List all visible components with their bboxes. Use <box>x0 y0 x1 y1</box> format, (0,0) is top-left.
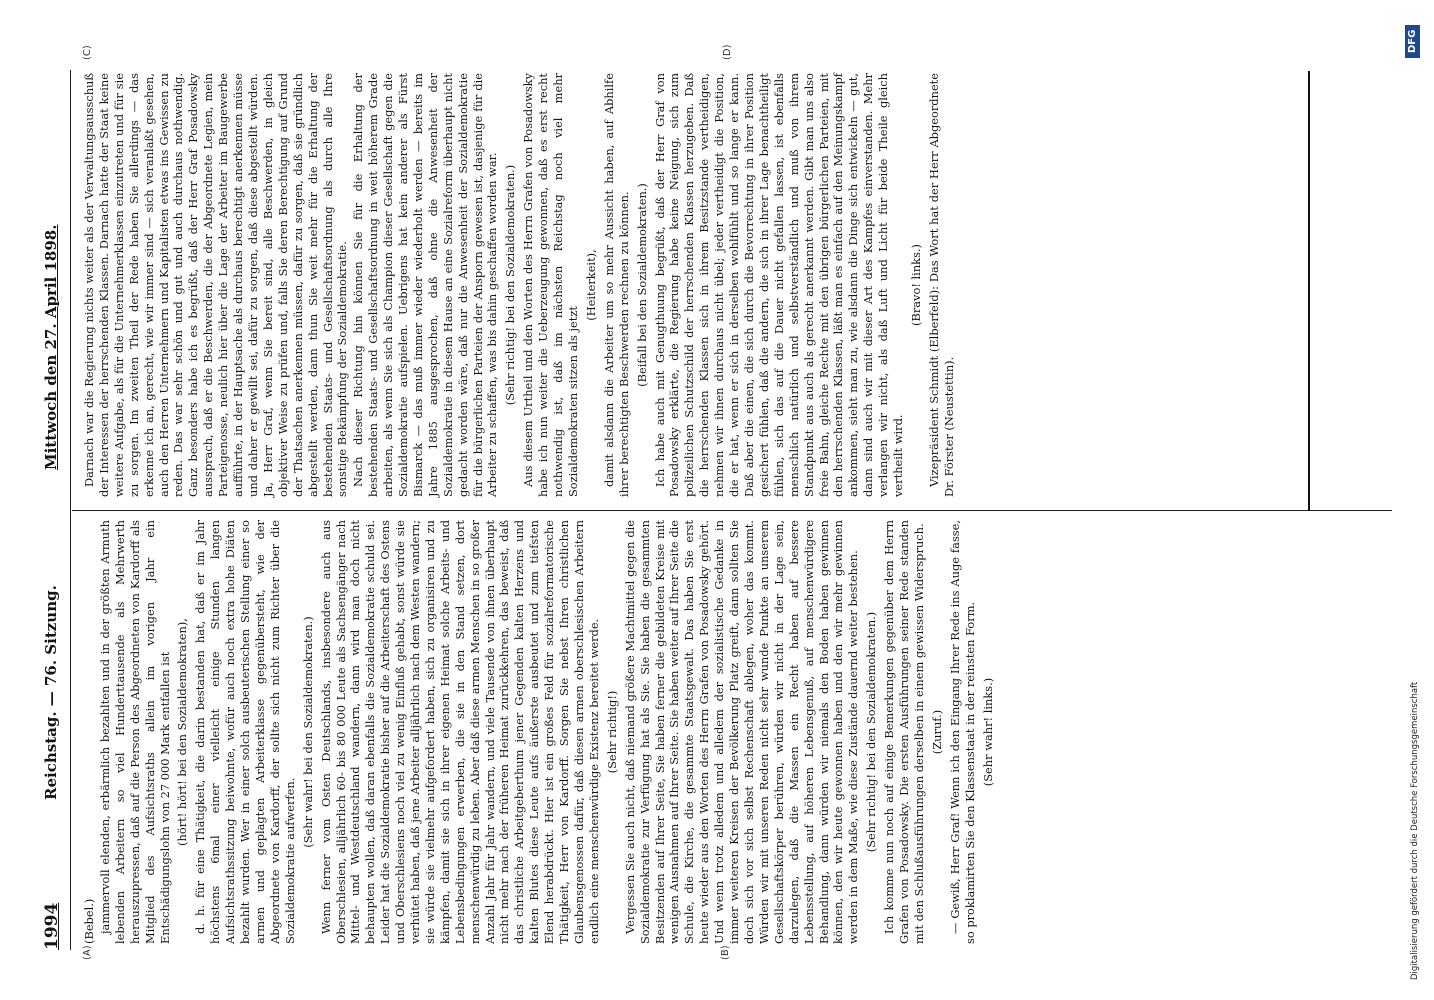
header-date: Mittwoch den 27. April 1898. <box>42 224 60 470</box>
interjection: (Zuruf.) <box>929 709 944 755</box>
paragraph: d. h. für eine Thätigkeit, die darin bestanden hat, daß er im Jahr höchstens 6mal einer vielleicht einige Stunden langen Aufsichtsrathssitzung beiwohnte, wofür auch noch extra hohe Diäten bezahlt wurden. Wer in einer solch ausbeuterischen Stellung einer so armen und geplagten Arbeiterklasse gegenübersteht, wie der Abgeordnete von Kardorff, der sollte sich nicht zum Richter über die Sozialdemokratie aufwerfen. <box>193 520 297 944</box>
credit-text: Digitalisierung gefördert durch die Deutsche Forschungsgemeinschaft <box>1410 681 1420 980</box>
paragraph: Aus diesem Urtheil und den Worten des Herrn Grafen von Posadowsky habe ich nun weiter die Ueberzeugung gewonnen, daß es erst recht nothwendig ist, daß im nächsten Reichstag noch viel mehr Sozialdemokraten sitzen als jetzt <box>521 73 580 497</box>
header-rule <box>70 70 71 950</box>
paragraph: — Gewiß, Herr Graf! Wenn ich den Eingang Ihrer Rede ins Auge fasse, so proklamirten Sie den Klassenstaat in der reinsten Form. <box>947 520 977 944</box>
paragraph: Darnach war die Regierung nichts weiter als der Verwaltungsausschuß der Interessen der herrschenden Klassen. Darnach hatte der Staat keine weitere Aufgabe, als für die Unternehmerklassen einzutreten und für sie zu sorgen. Im zweiten Theil der Rede haben Sie allerdings — das erkenne ich an, gerecht, wie wir immer sind — sich veranlaßt gesehen, auch den Herren Unternehmern und Kapitalisten etwas ins Gewissen zu reden. Das war sehr schön und gut und auch durchaus nothwendig. Ganz besonders habe ich es begrüßt, daß der Herr Graf Posadowsky aussprach, daß er die Beschwerden, die der Abgeordnete Legien, mein Parteigenosse, neulich hier über die Lage der Arbeiter im Baugewerbe aufführte, in der Hauptsache als durchaus berechtigt anerkennen müsse und daher er gewillt sei, dafür zu sorgen, daß diese abgestellt würden. Ja, Herr Graf, wenn Sie bereit sind, alle Beschwerden, in gleich objektiver Weise zu prüfen und, falls Sie deren Berechtigung auf Grund der Thatsachen anerkennen müssen, dafür zu sorgen, daß sie gründlich abgestellt werden, dann thun Sie weit mehr für die Erhaltung der bestehenden Staats- und Gesellschaftsordnung als durch alle Ihre sonstige Bekämpfung der Sozialdemokratie. <box>82 73 350 497</box>
speaker-name: (Bebel.) <box>82 898 96 944</box>
paragraph: Ich komme nun noch auf einige Bemerkungen gegenüber dem Herrn Grafen von Posadowsky. Die ersten Ausführungen seiner Rede standen mit den Schlußausführungen derselben in einem gewissen Widerspruch. <box>882 520 926 944</box>
paragraph: jammervoll elenden, erbärmlich bezahlten und in der größten Armuth lebenden Arbeitern so viel Hunderttausende als Mehrwerth herauszupressen, daß auf die Person des Abgeordneten von Kardorff als Mitglied des Aufsichtsraths allein im vorigen Jahr ein Entschädigungslohn von 27 000 Mark entfallen ist <box>97 520 172 944</box>
dfg-logo: DFG <box>1405 25 1420 58</box>
paragraph: Vizepräsident Schmidt (Elberfeld): Das Wort hat der Herr Abgeordnete Dr. Förster (Neustettin). <box>926 73 956 497</box>
margin-marker-b: (B) <box>720 945 731 960</box>
margin-marker-d: (D) <box>722 44 733 60</box>
interjection: (Sehr wahr! links.) <box>980 677 995 787</box>
interjection: (Sehr wahr! bei den Sozialdemokraten.) <box>300 616 315 848</box>
interjection: (hört! hört! bei den Sozialdemokraten), <box>175 618 190 846</box>
interjection: (Sehr richtig! bei den Sozialdemokraten.) <box>864 611 879 853</box>
paragraph: Ich habe auch mit Genugthuung begrüßt, daß der Herr Graf von Posadowsky erklärte, die Regierung habe keine Neigung, sich zum polizeilichen Schutzschild der herrschenden Klassen herzugeben. Daß die herrschenden Klassen sich in ihrem Besitzstande vertheidigen, nehmen wir ihnen durchaus nicht übel; jeder vertheidigt die Position, die er hat, wenn er sich in derselben wohlfühlt und so lange er kann. Daß aber die einen, die sich durch die Bevorrechtung in ihrer Position gesichert fühlen, daß die andern, die sich in ihrer Lage benachtheiligt fühlen, sich das auf die Dauer nicht gefallen lassen, ist ebenfalls menschlich natürlich und selbstverständlich und muß von ihrem Standpunkt aus auch als gerecht anerkannt werden. Gibt man uns also freie Bahn, gleiche Rechte mit den übrigen bürgerlichen Parteien, mit den herrschenden Klassen, läßt man es einfach auf den Meinungskampf ankommen, sieht man zu, wie alsdann die Dinge sich entwickeln — gut, dann sind auch wir mit dieser Art des Kampfes einverstanden. Mehr verlangen wir nicht, als daß Luft und Licht für beide Theile gleich vertheilt wird. <box>652 73 906 497</box>
interjection: (Beifall bei den Sozialdemokraten.) <box>634 183 649 387</box>
end-rule <box>1308 71 1310 511</box>
interjection: (Sehr richtig! bei den Sozialdemokraten.) <box>503 164 518 406</box>
paragraph: damit alsdann die Arbeiter um so mehr Aussicht haben, auf Abhilfe ihrer berechtigten Beschwerden rechnen zu können. <box>601 73 631 497</box>
margin-marker-c: (C) <box>82 45 93 60</box>
paragraph: Wenn ferner vom Osten Deutschlands, insbesondere auch aus Oberschlesien, alljährlich 60- bis 80 000 Leute als Sachsengänger nach Mittel- und Westdeutschland wandern, dann wird man doch nicht behaupten wollen, daß daran ebenfalls die Sozialdemokratie schuld sei. Leider hat die Sozialdemokratie bisher auf die Arbeiterschaft des Ostens und Oberschlesiens noch viel zu wenig Einfluß gehabt, sonst würde sie verhütet haben, daß jene Arbeiter alljährlich nach dem Westen wandern; sie würde sie vielmehr aufgefordert haben, sich zu organisiren und zu kämpfen, damit sie sich in ihrer eigenen Heimat solche Arbeits- und Lebensbedingungen erwerben, die sie in den Stand setzen, dort menschenwürdig zu leben. Aber daß diese armen Menschen in so großer Anzahl Jahr für Jahr wandern, und viele Tausende von ihnen überhaupt nicht mehr nach der früheren Heimat zurückkehren, das beweist, daß das christliche Arbeitgeberthum jener Gegenden kalten Herzens und kalten Blutes diese Leute aufs äußerste ausbeutet und zum tiefsten Elend herabdrückt. Hier ist ein großes Feld für sozialreformatorische Thätigkeit, Herr von Kardorff. Sorgen Sie nebst Ihren christlichen Glaubensgenossen dafür, daß diesen armen oberschlesischen Arbeitern endlich eine menschenwürdige Existenz bereitet werde. <box>318 520 601 944</box>
interjection: (Sehr richtig!) <box>604 690 619 774</box>
left-column <box>82 520 998 944</box>
paragraph: Vergessen Sie auch nicht, daß niemand größere Machtmittel gegen die Sozialdemokratie zur Verfügung hat als Sie. Sie haben die gesammten Besitzenden auf Ihrer Seite, Sie haben ferner die gebildeten Kreise mit wenigen Ausnahmen auf Ihrer Seite. Sie haben weiter auf Ihrer Seite die Schule, die Kirche, die gesammte Staatsgewalt. Das haben Sie erst heute wieder aus den Worten des Herrn Grafen von Posadowsky gehört. Und wenn trotz alledem und alledem der sozialistische Gedanke in immer weiteren Kreisen der Bevölkerung Platz greift, dann sollten Sie doch sich vor sich selbst Rechenschaft ablegen, woher das kommt. Würden wir mit unseren Reden nicht sehr wunde Punkte an unserem Gesellschaftskörper berühren, würden wir nicht in der Lage sein, darzulegen, daß die Massen ein Recht haben auf bessere Lebensstellung, auf höheren Lebensgenuß, auf menschenwürdigere Behandlung, dann würden wir niemals den Boden haben gewinnen können, den wir heute gewonnen haben und den wir mehr gewinnen werden in dem Maße, wie diese Zustände dauernd weiter bestehen. <box>622 520 861 944</box>
right-column <box>82 73 958 497</box>
digitization-credit <box>1404 20 1428 980</box>
header-title: Reichstag. — 76. Sitzung. <box>42 585 60 800</box>
interjection: (Bravo! links.) <box>908 244 923 326</box>
page-number: 1994 <box>42 902 62 950</box>
paragraph: Nach dieser Richtung hin können Sie für die Erhaltung der bestehenden Staats- und Gesellschaftsordnung in weit höherem Grade arbeiten, als wenn Sie sich als Champion dieser Gesellschaft gegen die Sozialdemokratie aufspielen. Uebrigens hat kein anderer als Fürst Bismarck — das muß immer wieder wiederholt werden — bereits im Jahre 1885 ausgesprochen, daß ohne die Anwesenheit der Sozialdemokratie in diesem Hause an eine Sozialreform überhaupt nicht gedacht worden wäre, daß nur die Anwesenheit der Sozialdemokratie für die bürgerlichen Parteien der Ansporn gewesen ist, dasjenige für die Arbeiter zu schaffen, was bis dahin geschaffen worden war. <box>351 73 500 497</box>
interjection: (Heiterkeit), <box>583 249 598 321</box>
column-divider <box>72 510 1392 511</box>
margin-marker-a: (A) <box>82 945 93 960</box>
